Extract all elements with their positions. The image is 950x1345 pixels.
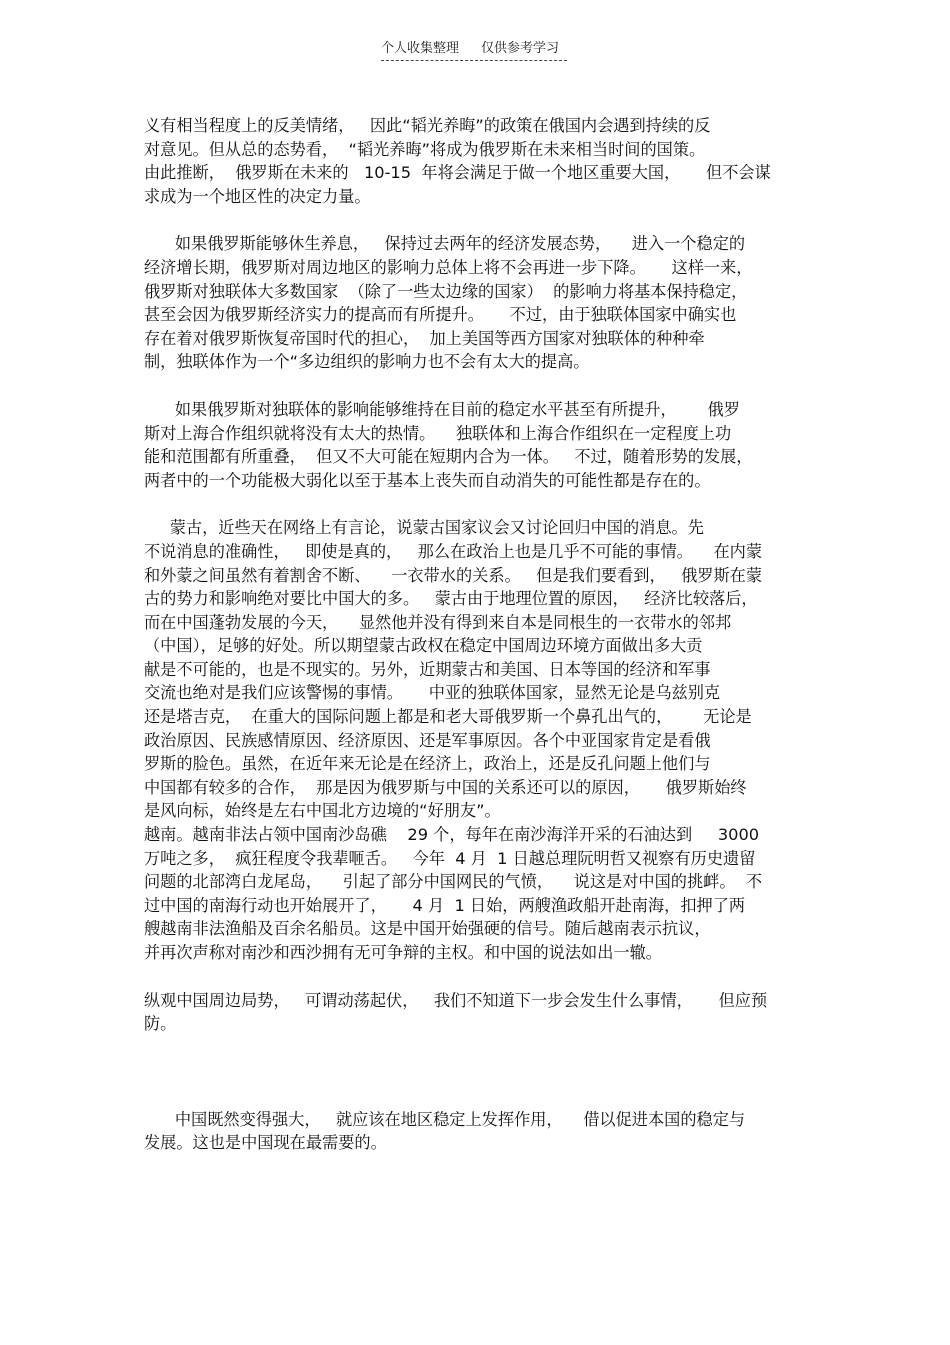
- text-line: 纵观中国周边局势， 可谓动荡起伏， 我们不知道下一步会发生什么事情， 但应预: [144, 990, 768, 1010]
- text-line: 两者中的一个功能极大弱化以至于基本上丧失而自动消失的可能性都是存在的。: [144, 470, 711, 490]
- text-line: 献是不可能的，也是不现实的。另外，近期蒙古和美国、日本等国的经济和军事: [144, 659, 711, 679]
- paragraph-4: [144, 516, 824, 964]
- text-line: 制，独联体作为一个“多边组织的影响力也不会有太大的提高。: [144, 352, 590, 372]
- text-line: 艘越南非法渔船及百余名船员。这是中国开始强硬的信号。随后越南表示抗议，: [144, 919, 711, 939]
- text-line: 交流也绝对是我们应该警惕的事情。 中亚的独联体国家，显然无论是乌兹别克: [144, 683, 721, 703]
- text-line: 问题的北部湾白龙尾岛， 引起了部分中国网民的气愤， 说这是对中国的挑衅。 不: [144, 872, 763, 892]
- text-line: 并再次声称对南沙和西沙拥有无可争辩的主权。和中国的说法如出一辙。: [144, 943, 662, 962]
- paragraph-2: [144, 232, 824, 374]
- text-line: 中国既然变得强大， 就应该在地区稳定上发挥作用， 借以促进本国的稳定与: [144, 1109, 746, 1129]
- text-line: （中国），足够的好处。所以期望蒙古政权在稳定中国周边环境方面做出多大贡: [144, 636, 703, 656]
- text-line: 古的势力和影响绝对要比中国大的多。 蒙古由于地理位置的原因， 经济比较落后，: [144, 589, 758, 609]
- text-line: 防。: [144, 1014, 177, 1034]
- text-line: 如果俄罗斯对独联体的影响能够维持在目前的稳定水平甚至有所提升， 俄罗: [144, 399, 740, 419]
- text-line: 求成为一个地区性的决定力量。: [144, 186, 371, 206]
- text-line: 万吨之多， 疯狂程度令我辈咂舌。 今年 4 月 1 日越总理阮明哲又视察有历史遗留: [144, 848, 756, 868]
- text-line: 和外蒙之间虽然有着割舍不断、 一衣带水的关系。 但是我们要看到， 俄罗斯在蒙: [144, 565, 763, 585]
- text-line: 甚至会因为俄罗斯经济实力的提高而有所提升。 不过，由于独联体国家中确实也: [144, 305, 737, 325]
- text-line: 蒙古，近些天在网络上有言论，说蒙古国家议会又讨论回归中国的消息。先: [144, 518, 704, 538]
- page-header: [381, 40, 567, 61]
- text-line: 发展。这也是中国现在最需要的。: [144, 1133, 387, 1153]
- text-line: 对意见。但从总的态势看， “韬光养晦”将成为俄罗斯在未来相当时间的国策。: [144, 139, 706, 159]
- paragraph-5: [144, 989, 824, 1036]
- text-line: 是风向标，始终是左右中国北方边境的“好朋友”。: [144, 801, 501, 821]
- text-line: 还是塔吉克， 在重大的国际问题上都是和老大哥俄罗斯一个鼻孔出气的， 无论是: [144, 707, 752, 727]
- text-line: 政治原因、民族感情原因、经济原因、还是军事原因。各个中亚国家肯定是看俄: [144, 730, 711, 750]
- text-line: 不说消息的准确性， 即使是真的， 那么在政治上也是几乎不可能的事情。 在内蒙: [144, 541, 763, 561]
- text-line: 如果俄罗斯能够休生养息， 保持过去两年的经济发展态势， 进入一个稳定的: [144, 234, 746, 254]
- text-line: 经济增长期，俄罗斯对周边地区的影响力总体上将不会再进一步下降。 这样一来，: [144, 257, 753, 277]
- text-line: 而在中国蓬勃发展的今天， 显然他并没有得到来自本是同根生的一衣带水的邻邦: [144, 612, 732, 632]
- text-line: 斯对上海合作组织就将没有太大的热情。 独联体和上海合作组织在一定程度上功: [144, 423, 732, 443]
- text-line: 越南。越南非法占领中国南沙岛礁 29 个，每年在南沙海洋开采的石油达到 3000: [144, 825, 760, 845]
- text-line: 中国都有较多的合作， 那是因为俄罗斯与中国的关系还可以的原因， 俄罗斯始终: [144, 777, 747, 797]
- header-right-text: 仅供参考学习: [481, 41, 560, 56]
- text-line: 由此推断， 俄罗斯在未来的 10-15 年将会满足于做一个地区重要大国， 但不会谋: [144, 163, 771, 183]
- text-line: 存在着对俄罗斯恢复帝国时代的担心， 加上美国等西方国家对独联体的种种牵: [144, 328, 705, 348]
- document-body: [144, 114, 824, 1155]
- paragraph-1: [144, 114, 824, 208]
- text-line: 罗斯的脸色。虽然，在近年来无论是在经济上，政治上，还是反孔问题上他们与: [144, 754, 711, 774]
- paragraph-3: [144, 398, 824, 492]
- text-line: 能和范围都有所重叠， 但又不大可能在短期内合为一体。 不过，随着形势的发展，: [144, 447, 753, 467]
- text-line: 过中国的南海行动也开始展开了， 4 月 1 日始，两艘渔政船开赴南海，扣押了两: [144, 895, 746, 915]
- paragraph-6: [144, 1108, 824, 1155]
- header-left-text: 个人收集整理: [381, 41, 460, 56]
- text-line: 俄罗斯对独联体大多数国家 （除了一些太边缘的国家） 的影响力将基本保持稳定，: [144, 281, 748, 301]
- text-line: 义有相当程度上的反美情绪， 因此“韬光养晦”的政策在俄国内会遇到持续的反: [144, 116, 711, 135]
